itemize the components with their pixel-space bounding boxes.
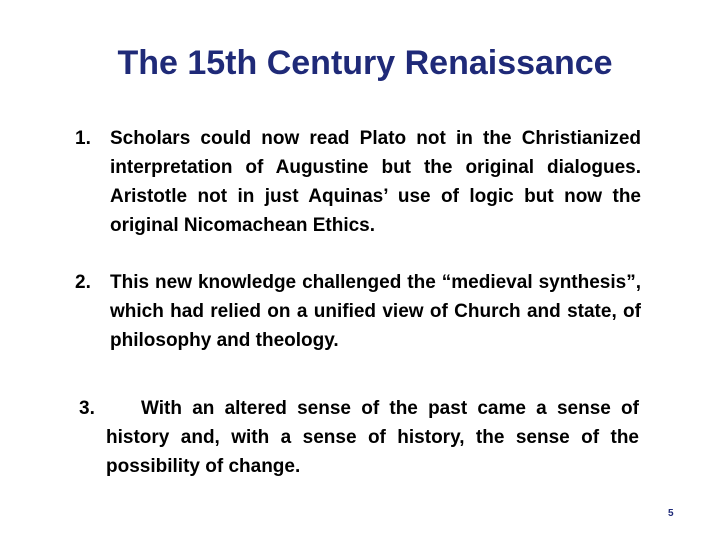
list-item	[75, 124, 641, 240]
slide-title: The 15th Century Renaissance	[117, 44, 613, 82]
list-item	[79, 394, 639, 481]
slide-number: 5	[668, 508, 674, 519]
list-item-text: With an altered sense of the past came a sense of history and, with a sense of history, the sense of the possibility of change.	[106, 398, 639, 477]
list-item-number: 1.	[75, 128, 91, 149]
list-item-text: This new knowledge challenged the “medieval synthesis”, which had relied on a unified view of Church and state, of philosophy and theology.	[110, 272, 641, 351]
list-item-number: 2.	[75, 272, 91, 293]
list-item-text: Scholars could now read Plato not in the Christianized interpretation of Augustine but the original dialogues. Aristotle not in just Aquinas’ use of logic but now the original Nicomachean Ethics.	[110, 128, 641, 236]
list-item	[75, 268, 641, 355]
list-item-number: 3.	[79, 398, 95, 419]
